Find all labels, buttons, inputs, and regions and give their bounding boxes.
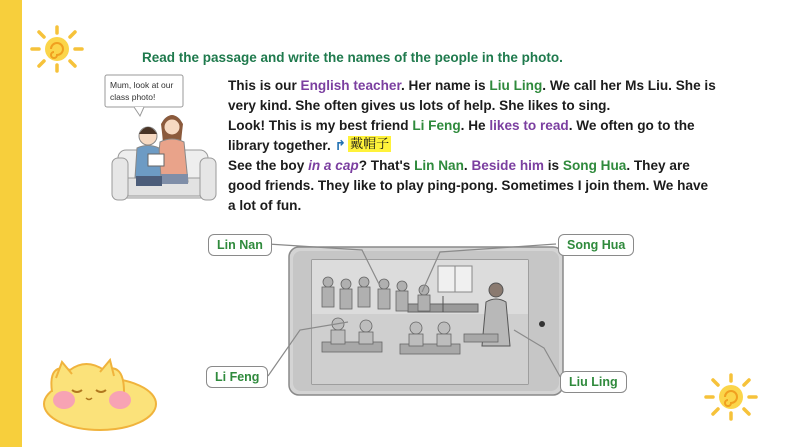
- text-segment: See the boy: [228, 158, 309, 173]
- label-song-hua: Song Hua: [558, 234, 634, 256]
- passage-line: [228, 76, 748, 96]
- label-liu-ling: Liu Ling: [560, 371, 627, 393]
- passage-line: very kind. She often gives us lots of help. She likes to sing.: [228, 98, 611, 113]
- text-segment: . They are: [626, 158, 690, 173]
- family-illustration: [104, 74, 220, 208]
- tablet-class-photo: [288, 246, 564, 396]
- text-segment: . Her name is: [401, 78, 490, 93]
- arrow-icon: ↱: [334, 138, 347, 153]
- text-segment: is: [544, 158, 563, 173]
- highlight-in-a-cap: in a cap: [308, 158, 359, 173]
- text-segment: . We often go to the: [568, 118, 695, 133]
- passage-line: [228, 116, 748, 136]
- name-li-feng: Li Feng: [412, 118, 461, 133]
- sun-icon: [28, 24, 86, 74]
- highlight-beside-him: Beside him: [471, 158, 544, 173]
- passage-line: a lot of fun.: [228, 198, 302, 213]
- text-segment: Look! This is my best friend: [228, 118, 413, 133]
- passage-line: good friends. They like to play ping-pong. Sometimes I join them. We have: [228, 178, 709, 193]
- text-segment: .: [463, 158, 472, 173]
- speech-bubble-line1: Mum, look at our: [110, 80, 174, 90]
- cat-icon: [34, 356, 158, 434]
- passage-line: [228, 136, 748, 156]
- name-lin-nan: Lin Nan: [414, 158, 464, 173]
- name-liu-ling: Liu Ling: [489, 78, 543, 93]
- label-lin-nan: Lin Nan: [208, 234, 272, 256]
- text-segment: This is our: [228, 78, 301, 93]
- highlight-likes-to-read: likes to read: [489, 118, 569, 133]
- passage-line: [228, 156, 748, 176]
- name-song-hua: Song Hua: [562, 158, 627, 173]
- sun-icon: [702, 372, 760, 422]
- translation-note: 戴帽子: [350, 136, 390, 151]
- reading-passage: [228, 76, 748, 216]
- label-li-feng: Li Feng: [206, 366, 268, 388]
- speech-bubble-line2: class photo!: [110, 92, 156, 102]
- highlight-english-teacher: English teacher: [300, 78, 401, 93]
- text-segment: ? That's: [358, 158, 415, 173]
- text-segment: . He: [460, 118, 490, 133]
- instruction-heading: Read the passage and write the names of the people in the photo.: [142, 50, 563, 65]
- text-segment: library together.: [228, 138, 331, 153]
- text-segment: . We call her Ms Liu. She is: [542, 78, 716, 93]
